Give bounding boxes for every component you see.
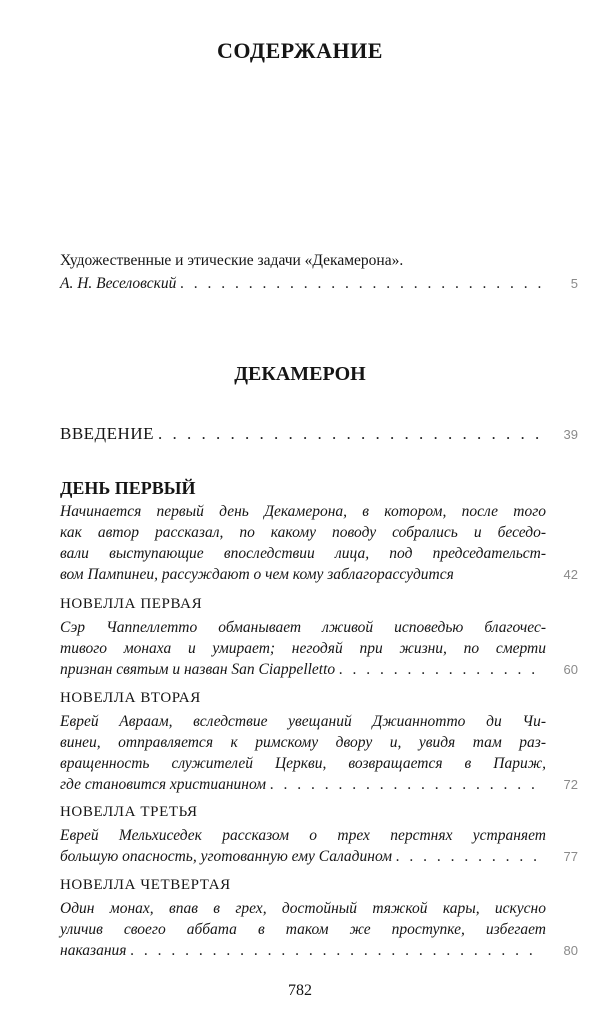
novella-heading: НОВЕЛЛА ВТОРАЯ <box>60 690 201 706</box>
intro-page-number: 5 <box>570 276 578 291</box>
novella-line: уличив своего аббата в таком же проступке, избегает <box>60 921 546 938</box>
novella-last-line <box>60 846 546 867</box>
novella-line: тивого монаха и умирает; негодяй при жизни, по смерти <box>60 640 546 657</box>
intro-entry-title: Художественные и этические задачи «Декамерона». <box>60 252 404 269</box>
introduction-entry <box>60 423 546 444</box>
introduction-label: ВВЕДЕНИЕ <box>60 424 154 443</box>
novella-heading: НОВЕЛЛА ЧЕТВЕРТАЯ <box>60 877 231 893</box>
day-one-line: как автор рассказал, по какому поводу собрались и беседо- <box>60 524 546 541</box>
novella-line: большую опасность, уготованную ему Саладином <box>60 848 393 865</box>
novella-last-line <box>60 659 546 680</box>
novella-page-number: 72 <box>563 777 578 792</box>
dot-leader <box>131 940 543 961</box>
novella-last-line <box>60 940 546 961</box>
novella-line: вращенность служителей Церкви, возвращается в Париж, <box>60 755 546 772</box>
dot-leader <box>339 659 542 680</box>
novella-line: признан святым и назван San Ciappelletto <box>60 661 336 678</box>
intro-entry-author-line <box>60 273 546 294</box>
footer-page-number: 782 <box>288 982 312 999</box>
novella-page-number: 60 <box>563 662 578 677</box>
page-title: СОДЕРЖАНИЕ <box>217 38 383 63</box>
novella-line: Еврей Авраам, вследствие увещаний Джианнотто ди Чи- <box>60 713 546 730</box>
dot-leader <box>270 774 542 795</box>
novella-line: Сэр Чаппеллетто обманывает лживой исповедью благочес- <box>60 619 546 636</box>
novella-line: Один монах, впав в грех, достойный тяжкой кары, искусно <box>60 900 546 917</box>
day-one-line: вали выступающие впоследствии лица, под председательст- <box>60 545 546 562</box>
section-title: ДЕКАМЕРОН <box>234 363 366 385</box>
day-one-line: Начинается первый день Декамерона, в котором, после того <box>60 503 546 520</box>
dot-leader <box>396 846 542 867</box>
novella-line: где становится христианином <box>60 776 267 793</box>
novella-page-number: 80 <box>563 943 578 958</box>
novella-line: Еврей Мельхиседек рассказом о трех перстнях устраняет <box>60 827 546 844</box>
introduction-page-number: 39 <box>563 427 578 442</box>
novella-line: винеи, отправляется к римскому двору и, увидя там раз- <box>60 734 546 751</box>
dot-leader <box>158 423 542 444</box>
novella-last-line <box>60 774 546 795</box>
dot-leader <box>180 273 542 294</box>
day-one-page-number: 42 <box>563 567 578 582</box>
intro-author: А. Н. Веселовский <box>60 275 177 292</box>
novella-page-number: 77 <box>563 849 578 864</box>
novella-heading: НОВЕЛЛА ТРЕТЬЯ <box>60 804 198 820</box>
novella-heading: НОВЕЛЛА ПЕРВАЯ <box>60 596 203 612</box>
novella-line: наказания <box>60 942 127 959</box>
day-one-heading: ДЕНЬ ПЕРВЫЙ <box>60 478 196 498</box>
day-one-line: вом Пампинеи, рассуждают о чем кому заблагорассудится <box>60 566 454 583</box>
